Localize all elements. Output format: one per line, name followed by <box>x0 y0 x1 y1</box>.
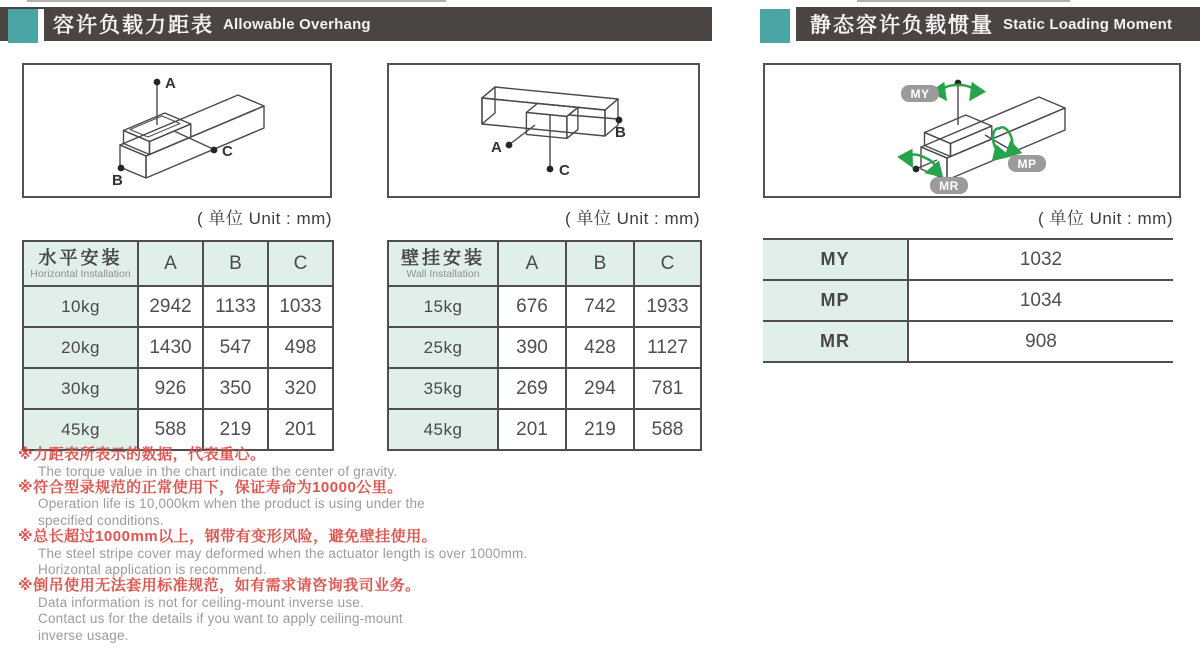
value-cell: 1133 <box>203 286 268 327</box>
moment-label-my: MY <box>910 87 930 101</box>
section-header-allowable-overhang <box>0 7 712 41</box>
value-cell: 781 <box>634 368 701 409</box>
table-header-row <box>23 241 333 286</box>
section-title-cn: 容许负载力距表 <box>53 14 214 37</box>
note-line: specified conditions. <box>38 512 164 528</box>
unit-label: ( 单位 Unit : mm) <box>565 209 700 228</box>
table-row <box>763 321 1173 362</box>
section-title-en: Allowable Overhang <box>223 15 371 33</box>
section-accent-square <box>8 9 44 43</box>
note-line: ※力距表所表示的数据，代表重心。 <box>18 446 266 463</box>
load-label: 45kg <box>388 409 498 450</box>
value-cell: 2942 <box>138 286 203 327</box>
dimension-dot-c <box>211 147 218 154</box>
table-row <box>763 239 1173 280</box>
value-cell: 926 <box>138 368 203 409</box>
point-label-c: C <box>222 143 233 160</box>
table-row <box>388 286 701 327</box>
table-wall-installation <box>387 240 702 451</box>
value-cell: 1430 <box>138 327 203 368</box>
actuator-beam <box>482 87 618 110</box>
value-cell: 390 <box>498 327 566 368</box>
load-label: 35kg <box>388 368 498 409</box>
point-label-a: A <box>165 75 176 92</box>
value-cell: 219 <box>566 409 634 450</box>
load-label: 10kg <box>23 286 138 327</box>
moment-label-mr: MR <box>939 179 959 193</box>
section-title-cn: 静态容许负载惯量 <box>810 14 994 37</box>
diagram-horizontal-installation <box>22 63 332 198</box>
load-label: 20kg <box>23 327 138 368</box>
unit-label: ( 单位 Unit : mm) <box>1038 209 1173 228</box>
table-static-moment <box>763 238 1173 363</box>
actuator-beam <box>921 97 1065 158</box>
value-cell: 294 <box>566 368 634 409</box>
actuator-beam <box>120 95 264 156</box>
value-cell: 219 <box>203 409 268 450</box>
top-hairline-left <box>27 0 446 2</box>
dimension-dot-a <box>154 79 161 86</box>
table-row <box>388 368 701 409</box>
table-header-row <box>388 241 701 286</box>
diagram-static-moment <box>763 63 1181 198</box>
actuator-wall-diagram <box>389 65 698 196</box>
table-row <box>388 409 701 450</box>
moment-row-label: MP <box>763 280 908 321</box>
table-header-installation: 壁挂安装 Wall Installation <box>388 241 498 286</box>
unit-label: ( 单位 Unit : mm) <box>197 209 332 228</box>
table-row <box>763 280 1173 321</box>
load-label: 15kg <box>388 286 498 327</box>
value-cell: 1933 <box>634 286 701 327</box>
note-line: The steel stripe cover may deformed when the actuator length is over 1000mm. <box>38 545 528 561</box>
top-hairline-right <box>857 0 1070 2</box>
moment-row-label: MY <box>763 239 908 280</box>
dimension-dot-b <box>118 165 125 172</box>
value-cell: 547 <box>203 327 268 368</box>
column-header-a: A <box>138 241 203 286</box>
note-line: ※总长超过1000mm以上，钢带有变形风险，避免壁挂使用。 <box>18 528 438 546</box>
point-label-b: B <box>112 172 123 189</box>
column-header-c: C <box>634 241 701 286</box>
moment-row-value: 908 <box>908 321 1173 362</box>
table-row <box>23 409 333 450</box>
value-cell: 498 <box>268 327 333 368</box>
value-cell: 676 <box>498 286 566 327</box>
value-cell: 201 <box>498 409 566 450</box>
note-line: Horizontal application is recommend. <box>38 562 267 578</box>
value-cell: 201 <box>268 409 333 450</box>
diagram-wall-installation <box>387 63 700 198</box>
value-cell: 320 <box>268 368 333 409</box>
note-line: Operation life is 10,000km when the product is using under the <box>38 496 425 512</box>
section-accent-square <box>760 9 796 43</box>
value-cell: 428 <box>566 327 634 368</box>
note-line: inverse usage. <box>38 627 129 643</box>
point-label-b: B <box>615 124 626 141</box>
moment-label-mp: MP <box>1017 157 1037 171</box>
column-header-c: C <box>268 241 333 286</box>
table-row <box>388 327 701 368</box>
value-cell: 269 <box>498 368 566 409</box>
point-label-a: A <box>491 139 502 156</box>
value-cell: 350 <box>203 368 268 409</box>
table-row <box>23 286 333 327</box>
load-label: 45kg <box>23 409 138 450</box>
footnotes <box>18 447 658 644</box>
load-label: 25kg <box>388 327 498 368</box>
column-header-b: B <box>203 241 268 286</box>
point-label-c: C <box>559 162 570 179</box>
note-line: The torque value in the chart indicate the center of gravity. <box>38 463 398 479</box>
moment-row-value: 1034 <box>908 280 1173 321</box>
value-cell: 742 <box>566 286 634 327</box>
note-line: ※倒吊使用无法套用标准规范，如有需求请咨询我司业务。 <box>18 577 421 595</box>
dimension-dot-a <box>506 142 513 149</box>
actuator-moment-diagram <box>765 65 1179 196</box>
table-row <box>23 327 333 368</box>
moment-row-label: MR <box>763 321 908 362</box>
section-header-static-loading-moment <box>796 7 1200 41</box>
note-line: ※符合型录规范的正常使用下，保证寿命为10000公里。 <box>18 478 403 496</box>
rotation-arrow-mr <box>907 151 938 171</box>
moment-row-value: 1032 <box>908 239 1173 280</box>
column-header-b: B <box>566 241 634 286</box>
table-horizontal-installation <box>22 240 334 451</box>
note-line: Data information is not for ceiling-mount inverse use. <box>38 594 364 610</box>
note-line: Contact us for the details if you want to apply ceiling-mount <box>38 611 403 627</box>
dimension-dot-b <box>616 117 623 124</box>
table-row <box>23 368 333 409</box>
section-title-en: Static Loading Moment <box>1003 15 1173 33</box>
dimension-dot-c <box>547 166 554 173</box>
value-cell: 588 <box>138 409 203 450</box>
value-cell: 1033 <box>268 286 333 327</box>
value-cell: 588 <box>634 409 701 450</box>
column-header-a: A <box>498 241 566 286</box>
value-cell: 1127 <box>634 327 701 368</box>
actuator-overhang-diagram <box>24 65 330 196</box>
table-header-installation: 水平安装 Horizontal Installation <box>23 241 138 286</box>
load-label: 30kg <box>23 368 138 409</box>
